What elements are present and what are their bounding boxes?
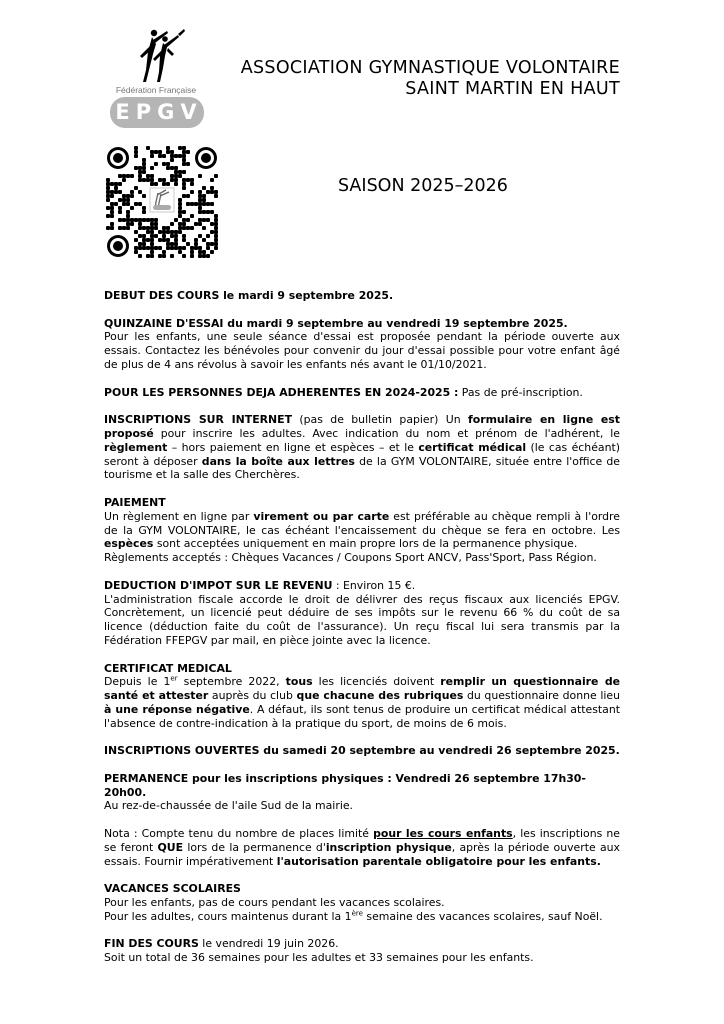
section-adherents xyxy=(104,386,620,400)
logo-caption: Fédération Française xyxy=(115,85,197,95)
deduction-heading: DEDUCTION D'IMPOT SUR LE REVENU xyxy=(104,578,333,592)
certificat-text-1: Depuis le 1 xyxy=(104,675,171,689)
fin-heading: FIN DES COURS xyxy=(104,937,199,951)
paiement-heading: PAIEMENT xyxy=(104,495,166,509)
deduction-text-2: L'administration fiscale accorde le droit de délivrer des reçus fiscaux aux licenciés EPGV. Concrètement, un licencié peut déduire de ses impôts sur le revenu 66 % du coût de sa licence (déduction faite du coût de l'assurance). Un reçu fiscal lui sera transmis par la Fédération FFEPGV par mail, en pièce jointe avec la licence. xyxy=(104,592,620,647)
quinzaine-text: Pour les enfants, une seule séance d'essai est proposée pendant la période ouverte aux essais. Contactez les bénévoles pour convenir du jour d'essai possible pour votre enfant âgé de plus de 4 ans révolus à savoir les enfants nés avant le 01/10/2021. xyxy=(104,330,620,371)
certificat-bold-4: que chacune des rubriques xyxy=(296,689,464,703)
season-title: SAISON 2025–2026 xyxy=(338,176,508,196)
internet-heading: INSCRIPTIONS SUR INTERNET xyxy=(104,413,293,427)
paiement-text-3: sont acceptées uniquement en main propre lors de la permanence physique. xyxy=(153,537,578,551)
certificat-text-3: les licenciés doivent xyxy=(312,675,441,689)
internet-text-2: pour inscrire les adultes. Avec indication du nom et prénom de l'adhérent, le xyxy=(153,426,620,440)
adherents-text: Pas de pré-inscription. xyxy=(458,385,583,399)
nota-text-2: , les inscriptions ne se feront xyxy=(104,827,620,854)
certificat-bold-2: tous xyxy=(285,675,313,689)
nota-text-3: lors de la permanence d' xyxy=(183,840,326,854)
paiement-text-4: Règlements acceptés : Chèques Vacances / Coupons Sport ANCV, Pass'Sport, Pass Région. xyxy=(104,551,597,565)
adherents-heading: POUR LES PERSONNES DEJA ADHERENTES EN 2024-2025 : xyxy=(104,385,459,399)
permanence-text: Au rez-de-chaussée de l'aile Sud de la mairie. xyxy=(104,799,354,813)
certificat-bold-3: remplir un questionnaire de santé et attester xyxy=(104,675,621,703)
paiement-bold-3: espèces xyxy=(104,537,154,551)
paiement-text-2: est préférable au chèque rempli à l'ordre de la GYM VOLONTAIRE, le cas échéant l'encaissement du chèque se fera en octobre. Les xyxy=(104,509,620,537)
nota-text-4: , après la période ouverte aux essais. Fournir impérativement xyxy=(104,840,620,868)
section-fin xyxy=(104,937,620,965)
certificat-text-2: septembre 2022, xyxy=(177,675,286,689)
section-debut xyxy=(104,289,620,303)
section-internet xyxy=(104,413,620,482)
section-vacances xyxy=(104,882,620,923)
debut-heading: DEBUT DES COURS le mardi 9 septembre 2025. xyxy=(104,289,394,302)
ouvertes-heading: INSCRIPTIONS OUVERTES du samedi 20 septembre au vendredi 26 septembre 2025. xyxy=(104,744,620,758)
nota-bold-4: l'autorisation parentale obligatoire pour les enfants. xyxy=(276,854,601,868)
nota-bold-1: pour les cours enfants xyxy=(373,827,513,841)
internet-bold-2: formulaire en ligne est proposé xyxy=(104,413,620,440)
section-certificat xyxy=(104,662,620,731)
section-nota xyxy=(104,827,620,868)
nota-bold-3: inscription physique xyxy=(325,840,452,854)
organization-title xyxy=(241,58,620,100)
org-line-2: SAINT MARTIN EN HAUT xyxy=(405,79,620,99)
section-paiement xyxy=(104,496,620,565)
section-ouvertes xyxy=(104,744,620,758)
vacances-sup: ère xyxy=(351,909,363,918)
section-quinzaine xyxy=(104,317,620,372)
nota-text-1: Nota : Compte tenu du nombre de places limité xyxy=(104,827,374,841)
quinzaine-heading: QUINZAINE D'ESSAI du mardi 9 septembre au vendredi 19 septembre 2025. xyxy=(104,316,568,330)
document-body xyxy=(104,289,620,979)
certificat-text-5: du questionnaire donne lieu xyxy=(463,689,620,703)
certificat-text-4: auprès du club xyxy=(208,689,297,703)
internet-text-5: de la GYM VOLONTAIRE, située entre l'office de tourisme et la salle des Cherchères. xyxy=(104,454,620,482)
paiement-bold-2: virement ou par carte xyxy=(253,509,390,523)
certificat-heading: CERTIFICAT MEDICAL xyxy=(104,661,232,675)
internet-text-3: – hors paiement en ligne et espèces – et le xyxy=(167,440,419,454)
fin-text-1: le vendredi 19 juin 2026. xyxy=(198,937,339,951)
deduction-text-1: : Environ 15 €. xyxy=(332,578,416,592)
permanence-heading: PERMANENCE pour les inscriptions physiques : Vendredi 26 septembre 17h30-20h00. xyxy=(104,771,586,799)
internet-bold-3: règlement xyxy=(104,440,168,454)
internet-text-1: (pas de bulletin papier) Un xyxy=(292,413,468,427)
paiement-text-1: Un règlement en ligne par xyxy=(104,509,254,523)
certificat-text-6: . A défaut, ils sont tenus de produire un certificat médical attestant l'absence de contre-indication à la pratique du sport, de moins de 6 mois. xyxy=(104,702,621,730)
certificat-sup: er xyxy=(170,674,178,683)
qr-code-icon[interactable] xyxy=(106,146,218,258)
vacances-text-3: semaine des vacances scolaires, sauf Noël. xyxy=(362,909,603,923)
nota-bold-2: QUE xyxy=(157,840,184,854)
gymnast-figures-icon xyxy=(134,28,186,84)
fin-text-2: Soit un total de 36 semaines pour les adultes et 33 semaines pour les enfants. xyxy=(104,951,534,965)
section-deduction xyxy=(104,579,620,648)
epgv-logo xyxy=(106,28,206,128)
vacances-text-2: Pour les adultes, cours maintenus durant la 1 xyxy=(104,909,352,923)
internet-text-4: (le cas échéant) seront à déposer xyxy=(104,440,620,468)
certificat-bold-5: à une réponse négative xyxy=(104,702,250,716)
internet-bold-4: certificat médical xyxy=(418,440,527,454)
section-permanence xyxy=(104,772,620,813)
vacances-heading: VACANCES SCOLAIRES xyxy=(104,882,241,896)
org-line-1: ASSOCIATION GYMNASTIQUE VOLONTAIRE xyxy=(240,58,620,78)
internet-bold-5: dans la boîte aux lettres xyxy=(201,454,355,468)
vacances-text-1: Pour les enfants, pas de cours pendant les vacances scolaires. xyxy=(104,896,445,910)
logo-badge: EPGV xyxy=(110,97,204,128)
